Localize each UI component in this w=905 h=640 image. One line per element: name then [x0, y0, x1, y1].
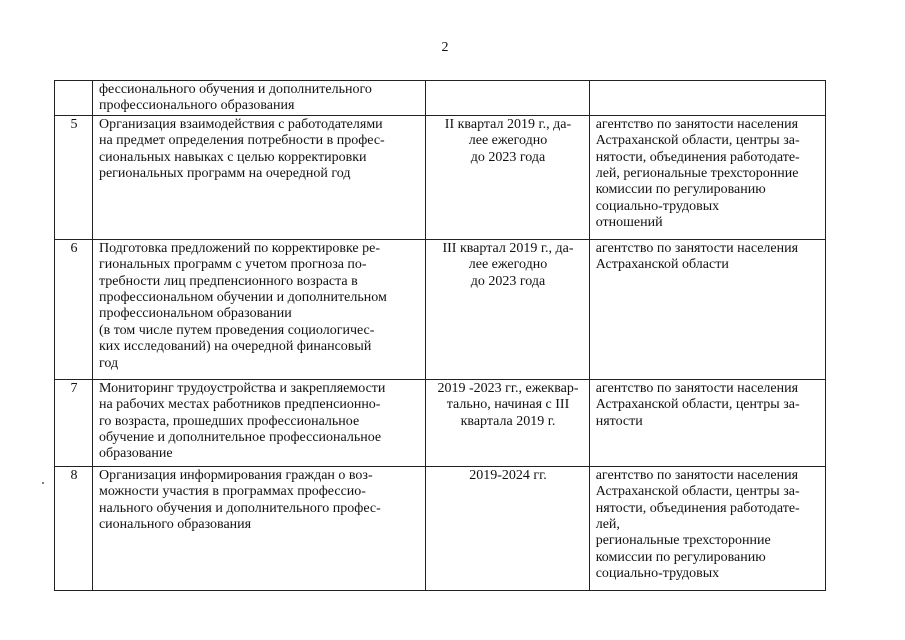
- term-line: тально, начиная с III: [446, 397, 570, 413]
- task-line: сиональных навыках с целью корректировки: [98, 149, 367, 165]
- task-line: на рабочих местах работников предпенсионно-: [98, 397, 381, 413]
- table-body: [55, 81, 826, 591]
- task-line: гиональных программ с учетом прогноза по-: [98, 257, 367, 273]
- row-number-cell: [55, 115, 93, 239]
- responsible-line: социально-трудовых: [595, 566, 720, 582]
- term-cell: [426, 466, 589, 590]
- responsible-cell: [589, 466, 825, 590]
- row-number: 8: [70, 467, 78, 483]
- task-line: го возраста, прошедших профессиональное: [98, 413, 360, 429]
- responsible-cell: [589, 115, 825, 239]
- table-row: [55, 239, 826, 379]
- task-line: сионального образования: [98, 517, 252, 533]
- task-line: обучение и дополнительное профессиональное: [98, 430, 382, 446]
- table-row: [55, 81, 826, 116]
- row-number: 5: [70, 116, 78, 132]
- row-number-cell: [55, 379, 93, 466]
- page-number: 2: [441, 40, 449, 55]
- term-line: лее ежегодно: [468, 257, 548, 273]
- row-number: 6: [70, 240, 78, 256]
- row-number-cell: [55, 466, 93, 590]
- task-line: (в том числе путем проведения социологичес-: [98, 322, 375, 338]
- responsible-line: Астраханской области, центры за-: [595, 484, 800, 500]
- term-line: II квартал 2019 г., да-: [444, 116, 572, 132]
- responsible-line: нятости, объединения работодате-: [595, 500, 800, 516]
- responsible-line: комиссии по регулированию: [595, 182, 766, 198]
- task-line: профессиональном образовании: [98, 306, 292, 322]
- table-row: [55, 379, 826, 466]
- task-line: требности лиц предпенсионного возраста в: [98, 273, 358, 289]
- responsible-line: Астраханской области, центры за-: [595, 133, 800, 149]
- scan-speck: [42, 482, 44, 484]
- responsible-line: комиссии по регулированию: [595, 549, 766, 565]
- task-cell: [92, 239, 425, 379]
- task-line: фессионального обучения и дополнительного: [98, 82, 372, 97]
- term-line: до 2023 года: [470, 273, 546, 289]
- responsible-line: лей,: [595, 517, 620, 533]
- responsible-line: Астраханской области: [595, 257, 729, 273]
- table-row: [55, 115, 826, 239]
- term-line: III квартал 2019 г., да-: [442, 240, 574, 256]
- responsible-line: агентство по занятости населения: [595, 467, 799, 483]
- row-number-cell: [55, 81, 93, 116]
- task-line: профессионального образования: [98, 98, 295, 114]
- task-line: Подготовка предложений по корректировке ре-: [98, 240, 380, 256]
- measures-table: [54, 80, 826, 591]
- responsible-line: отношений: [595, 215, 663, 231]
- task-line: образование: [98, 446, 173, 462]
- responsible-line: агентство по занятости населения: [595, 240, 799, 256]
- term-line: лее ежегодно: [468, 133, 548, 149]
- responsible-line: региональные трехсторонние: [595, 533, 771, 549]
- task-line: ких исследований) на очередной финансовый: [98, 339, 372, 355]
- table-row: [55, 466, 826, 590]
- row-number: 7: [70, 380, 78, 396]
- responsible-cell: [589, 239, 825, 379]
- responsible-line: Астраханской области, центры за-: [595, 397, 800, 413]
- task-cell: [92, 115, 425, 239]
- responsible-line: лей, региональные трехсторонние: [595, 166, 799, 182]
- term-line: 2019 -2023 гг., ежеквар-: [437, 380, 579, 396]
- term-cell: [426, 239, 589, 379]
- term-cell: [426, 115, 589, 239]
- task-line: Организация информирования граждан о воз-: [98, 467, 373, 483]
- row-number-cell: [55, 239, 93, 379]
- task-line: можности участия в программах профессио-: [98, 484, 366, 500]
- responsible-line: нятости, объединения работодате-: [595, 149, 800, 165]
- term-line: до 2023 года: [470, 149, 546, 165]
- responsible-line: агентство по занятости населения: [595, 116, 799, 132]
- task-line: Организация взаимодействия с работодателями: [98, 116, 383, 132]
- task-line: год: [98, 355, 119, 371]
- task-line: на предмет определения потребности в профес-: [98, 133, 385, 149]
- responsible-line: социально-трудовых: [595, 198, 720, 214]
- responsible-line: нятости: [595, 413, 643, 429]
- responsible-cell: [589, 81, 825, 116]
- task-cell: [92, 379, 425, 466]
- term-cell: [426, 81, 589, 116]
- term-line: квартала 2019 г.: [460, 413, 556, 429]
- task-line: Мониторинг трудоустройства и закрепляемости: [98, 380, 386, 396]
- task-cell: [92, 466, 425, 590]
- responsible-line: агентство по занятости населения: [595, 380, 799, 396]
- term-cell: [426, 379, 589, 466]
- task-line: профессиональном обучении и дополнительном: [98, 290, 387, 306]
- term-line: 2019-2024 гг.: [469, 467, 547, 483]
- responsible-cell: [589, 379, 825, 466]
- task-cell: [92, 81, 425, 116]
- task-line: региональных программ на очередной год: [98, 166, 351, 182]
- task-line: нального обучения и дополнительного профес-: [98, 500, 381, 516]
